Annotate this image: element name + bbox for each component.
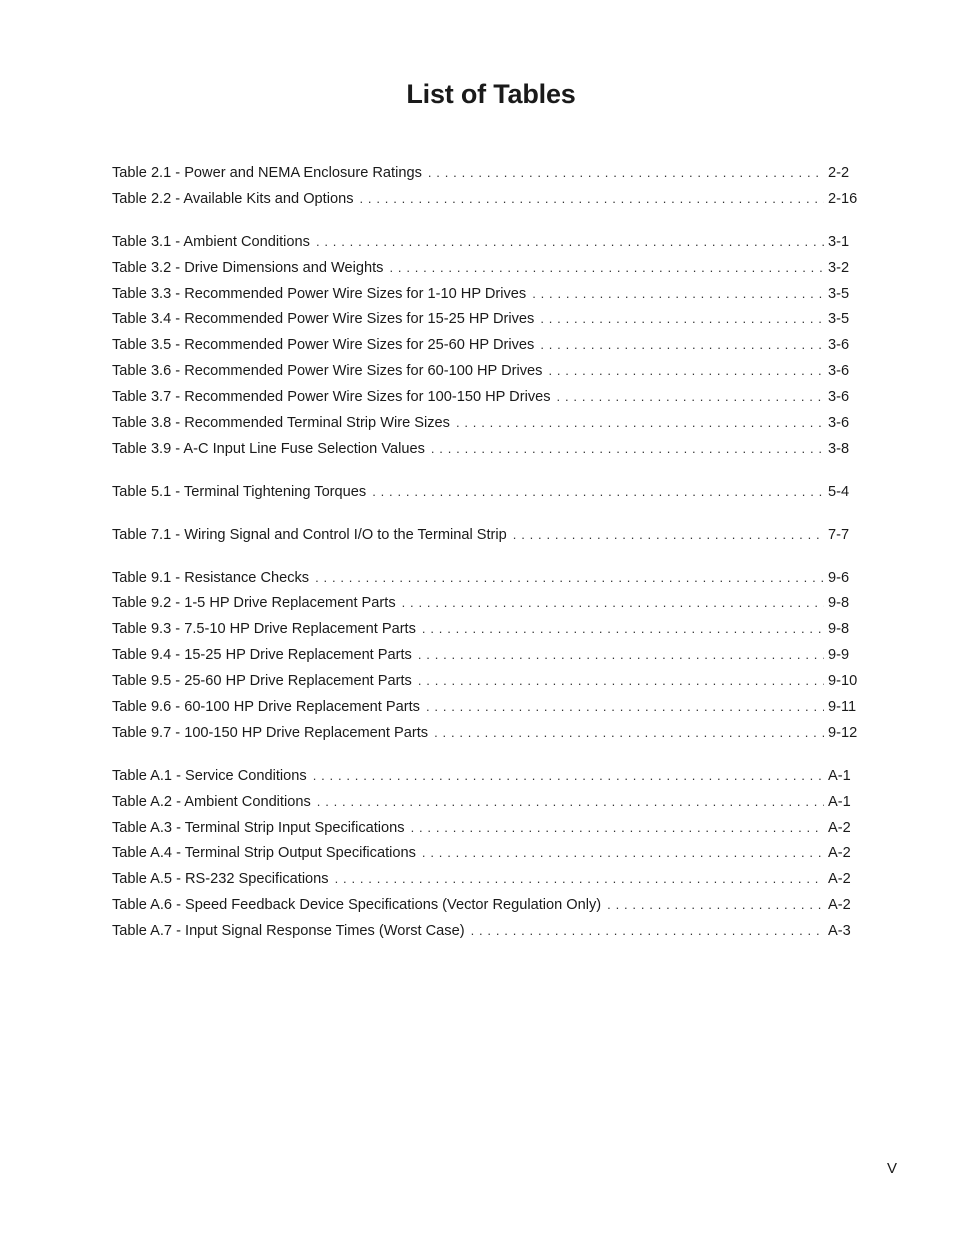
table-entry[interactable]: [112, 479, 858, 505]
dot-leader: [607, 892, 824, 918]
table-entry-page: 3-8: [828, 440, 850, 457]
table-entry-page: 3-6: [828, 337, 850, 354]
dot-leader: [431, 436, 824, 462]
table-entry-page: A-2: [828, 845, 851, 862]
dot-leader: [426, 694, 824, 720]
table-entry[interactable]: [112, 668, 858, 694]
table-entry-title: Table A.4 - Terminal Strip Output Specifications: [112, 845, 416, 862]
table-entry-page: 9-10: [828, 673, 858, 690]
table-entry[interactable]: [112, 565, 858, 591]
table-entry-page: A-2: [828, 897, 851, 914]
table-entry-title: Table A.2 - Ambient Conditions: [112, 793, 311, 810]
table-entry-title: Table 3.6 - Recommended Power Wire Sizes for 60-100 HP Drives: [112, 363, 543, 380]
dot-leader: [418, 642, 824, 668]
table-entry-title: Table 7.1 - Wiring Signal and Control I/O to the Terminal Strip: [112, 526, 507, 543]
dot-leader: [434, 720, 824, 746]
table-entry-page: 3-5: [828, 311, 850, 328]
table-entry-page: A-2: [828, 819, 851, 836]
table-group: [112, 522, 858, 548]
table-entry-title: Table 3.5 - Recommended Power Wire Sizes for 25-60 HP Drives: [112, 337, 535, 354]
table-entry[interactable]: [112, 918, 858, 944]
table-entry-page: 3-1: [828, 233, 850, 250]
table-entry[interactable]: [112, 306, 858, 332]
dot-leader: [389, 255, 824, 281]
dot-leader: [317, 789, 824, 815]
table-entry-title: Table 9.7 - 100-150 HP Drive Replacement Parts: [112, 724, 429, 741]
table-entry-title: Table 9.6 - 60-100 HP Drive Replacement Parts: [112, 699, 420, 716]
table-entry[interactable]: [112, 358, 858, 384]
table-entry[interactable]: [112, 160, 858, 186]
table-entry[interactable]: [112, 384, 858, 410]
table-entry-page: 3-2: [828, 259, 850, 276]
table-entry-page: 9-8: [828, 621, 850, 638]
table-entry[interactable]: [112, 642, 858, 668]
table-entry[interactable]: [112, 763, 858, 789]
table-entry-title: Table 5.1 - Terminal Tightening Torques: [112, 483, 367, 500]
table-entry[interactable]: [112, 616, 858, 642]
table-entry-page: 3-6: [828, 415, 850, 432]
table-entry[interactable]: [112, 436, 858, 462]
dot-leader: [402, 590, 824, 616]
dot-leader: [335, 866, 824, 892]
table-entry-page: 9-6: [828, 569, 850, 586]
table-entry[interactable]: [112, 522, 858, 548]
table-entry-page: A-1: [828, 793, 851, 810]
table-entry-page: A-1: [828, 767, 851, 784]
table-entry[interactable]: [112, 789, 858, 815]
table-entry-title: Table 3.3 - Recommended Power Wire Sizes for 1-10 HP Drives: [112, 285, 527, 302]
table-entry[interactable]: [112, 840, 858, 866]
dot-leader: [540, 306, 824, 332]
dot-leader: [315, 565, 824, 591]
table-entry-title: Table 3.4 - Recommended Power Wire Sizes for 15-25 HP Drives: [112, 311, 535, 328]
dot-leader: [422, 616, 824, 642]
table-entry-title: Table A.7 - Input Signal Response Times (Worst Case): [112, 923, 465, 940]
dot-leader: [422, 840, 824, 866]
page-number: V: [886, 1160, 897, 1177]
table-entry-title: Table 2.1 - Power and NEMA Enclosure Ratings: [112, 165, 422, 181]
table-entry-title: Table 3.7 - Recommended Power Wire Sizes for 100-150 HP Drives: [112, 389, 551, 406]
table-group: [112, 763, 858, 944]
table-entry[interactable]: [112, 866, 858, 892]
dot-leader: [411, 815, 824, 841]
table-group: [112, 229, 858, 462]
dot-leader: [418, 668, 824, 694]
table-entry-page: 3-6: [828, 363, 850, 380]
table-entry-title: Table A.5 - RS-232 Specifications: [112, 871, 329, 888]
table-entry-title: Table 3.8 - Recommended Terminal Strip Wire Sizes: [112, 415, 450, 432]
table-entry-page: 9-9: [828, 647, 850, 664]
table-entry-page: 2-16: [828, 190, 858, 207]
table-entry[interactable]: [112, 281, 858, 307]
dot-leader: [428, 160, 824, 186]
table-entry-title: Table 9.4 - 15-25 HP Drive Replacement Parts: [112, 647, 412, 664]
page-title: List of Tables: [406, 79, 576, 109]
table-entry[interactable]: [112, 590, 858, 616]
table-entry-title: Table A.3 - Terminal Strip Input Specifications: [112, 819, 405, 836]
table-entry[interactable]: [112, 892, 858, 918]
dot-leader: [557, 384, 824, 410]
table-entry[interactable]: [112, 332, 858, 358]
table-list: [112, 160, 858, 961]
table-entry-page: 9-12: [828, 724, 858, 741]
table-entry-title: Table 9.1 - Resistance Checks: [112, 569, 310, 586]
table-entry-title: Table 9.5 - 25-60 HP Drive Replacement Parts: [112, 673, 412, 690]
table-entry[interactable]: [112, 186, 858, 212]
dot-leader: [360, 186, 825, 212]
table-entry-page: 3-6: [828, 389, 850, 406]
table-entry-title: Table A.6 - Speed Feedback Device Specifications (Vector Regulation Only): [112, 897, 602, 914]
table-entry-title: Table A.1 - Service Conditions: [112, 767, 307, 784]
table-entry[interactable]: [112, 720, 858, 746]
table-entry-page: A-3: [828, 923, 851, 940]
table-group: [112, 160, 858, 212]
table-entry[interactable]: [112, 815, 858, 841]
dot-leader: [316, 229, 824, 255]
table-entry[interactable]: [112, 229, 858, 255]
dot-leader: [540, 332, 824, 358]
table-entry-title: Table 3.9 - A-C Input Line Fuse Selection Values: [112, 440, 425, 457]
table-entry-page: A-2: [828, 871, 851, 888]
table-entry-page: 5-4: [828, 483, 850, 500]
table-entry[interactable]: [112, 410, 858, 436]
table-entry-title: Table 9.2 - 1-5 HP Drive Replacement Parts: [112, 595, 396, 612]
table-entry[interactable]: [112, 255, 858, 281]
dot-leader: [313, 763, 824, 789]
table-group: [112, 565, 858, 746]
dot-leader: [532, 281, 824, 307]
table-entry[interactable]: [112, 694, 858, 720]
table-entry-title: Table 3.1 - Ambient Conditions: [112, 233, 310, 250]
dot-leader: [513, 522, 824, 548]
table-entry-page: 9-8: [828, 595, 850, 612]
table-entry-title: Table 3.2 - Drive Dimensions and Weights: [112, 259, 384, 276]
table-entry-page: 3-5: [828, 285, 850, 302]
dot-leader: [471, 918, 824, 944]
table-entry-page: 2-2: [828, 165, 850, 181]
dot-leader: [372, 479, 824, 505]
table-entry-page: 7-7: [828, 526, 850, 543]
table-entry-page: 9-11: [828, 699, 857, 716]
table-entry-title: Table 2.2 - Available Kits and Options: [112, 190, 354, 207]
table-entry-title: Table 9.3 - 7.5-10 HP Drive Replacement Parts: [112, 621, 416, 638]
dot-leader: [548, 358, 824, 384]
table-group: [112, 479, 858, 505]
dot-leader: [456, 410, 824, 436]
